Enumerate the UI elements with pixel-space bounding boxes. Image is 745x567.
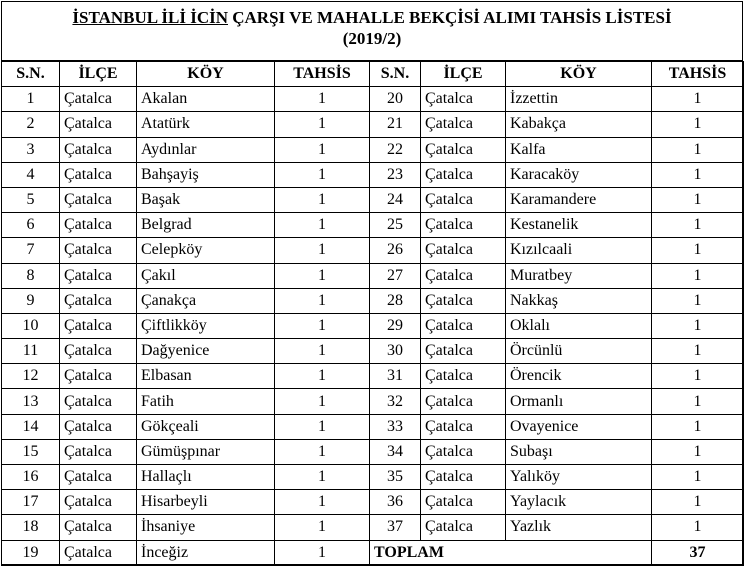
left-ilce-cell: Çatalca xyxy=(60,389,137,414)
left-sn-cell: 6 xyxy=(2,213,60,238)
right-koy-cell: Subaşı xyxy=(506,439,652,464)
left-sn-cell: 4 xyxy=(2,162,60,187)
left-tahsis-cell: 1 xyxy=(275,490,370,515)
left-ilce-cell: Çatalca xyxy=(60,238,137,263)
left-ilce-cell: Çatalca xyxy=(60,263,137,288)
left-koy-cell: Dağyenice xyxy=(137,339,275,364)
header-ilce-left: İLÇE xyxy=(60,62,137,87)
left-tahsis-cell: 1 xyxy=(275,414,370,439)
left-sn-cell: 17 xyxy=(2,490,60,515)
header-ilce-right: İLÇE xyxy=(421,62,506,87)
left-tahsis-cell: 1 xyxy=(275,213,370,238)
right-ilce-cell: Çatalca xyxy=(421,187,506,212)
left-tahsis-cell: 1 xyxy=(275,389,370,414)
allocation-table xyxy=(1,61,744,566)
left-tahsis-cell: 1 xyxy=(275,112,370,137)
right-koy-cell: Oklalı xyxy=(506,313,652,338)
table-row xyxy=(2,213,744,238)
right-tahsis-cell: 1 xyxy=(652,162,744,187)
table-row xyxy=(2,112,744,137)
left-ilce-cell: Çatalca xyxy=(60,490,137,515)
right-sn-cell: 35 xyxy=(370,465,421,490)
right-koy-cell: Yazlık xyxy=(506,515,652,540)
header-koy-left: KÖY xyxy=(137,62,275,87)
right-sn-cell: 21 xyxy=(370,112,421,137)
table-body xyxy=(2,87,744,566)
left-sn-cell: 9 xyxy=(2,288,60,313)
left-koy-cell: Çakıl xyxy=(137,263,275,288)
left-sn-cell: 14 xyxy=(2,414,60,439)
right-tahsis-cell: 1 xyxy=(652,515,744,540)
left-koy-cell: İnceğiz xyxy=(137,540,275,565)
left-koy-cell: Atatürk xyxy=(137,112,275,137)
right-koy-cell: Kalfa xyxy=(506,137,652,162)
right-ilce-cell: Çatalca xyxy=(421,263,506,288)
left-sn-cell: 12 xyxy=(2,364,60,389)
left-sn-cell: 18 xyxy=(2,515,60,540)
left-sn-cell: 1 xyxy=(2,87,60,112)
table-row xyxy=(2,162,744,187)
left-koy-cell: Celepköy xyxy=(137,238,275,263)
right-sn-cell: 22 xyxy=(370,137,421,162)
right-ilce-cell: Çatalca xyxy=(421,288,506,313)
left-sn-cell: 3 xyxy=(2,137,60,162)
left-tahsis-cell: 1 xyxy=(275,187,370,212)
table-row xyxy=(2,439,744,464)
right-tahsis-cell: 1 xyxy=(652,414,744,439)
table-row xyxy=(2,414,744,439)
left-koy-cell: Başak xyxy=(137,187,275,212)
right-ilce-cell: Çatalca xyxy=(421,490,506,515)
left-ilce-cell: Çatalca xyxy=(60,364,137,389)
right-koy-cell: Ovayenice xyxy=(506,414,652,439)
right-ilce-cell: Çatalca xyxy=(421,137,506,162)
right-tahsis-cell: 1 xyxy=(652,137,744,162)
header-sn-right: S.N. xyxy=(370,62,421,87)
left-tahsis-cell: 1 xyxy=(275,364,370,389)
total-value: 37 xyxy=(652,540,744,565)
right-sn-cell: 29 xyxy=(370,313,421,338)
left-koy-cell: Akalan xyxy=(137,87,275,112)
left-tahsis-cell: 1 xyxy=(275,288,370,313)
title-line-1 xyxy=(2,7,742,28)
right-tahsis-cell: 1 xyxy=(652,288,744,313)
right-ilce-cell: Çatalca xyxy=(421,465,506,490)
right-koy-cell: Kızılcaali xyxy=(506,238,652,263)
table-row xyxy=(2,490,744,515)
left-koy-cell: Elbasan xyxy=(137,364,275,389)
left-ilce-cell: Çatalca xyxy=(60,515,137,540)
right-ilce-cell: Çatalca xyxy=(421,87,506,112)
right-koy-cell: Örcünlü xyxy=(506,339,652,364)
left-koy-cell: Çanakça xyxy=(137,288,275,313)
left-tahsis-cell: 1 xyxy=(275,465,370,490)
right-ilce-cell: Çatalca xyxy=(421,112,506,137)
left-koy-cell: Hisarbeyli xyxy=(137,490,275,515)
left-tahsis-cell: 1 xyxy=(275,339,370,364)
right-tahsis-cell: 1 xyxy=(652,187,744,212)
header-row xyxy=(2,62,744,87)
left-sn-cell: 19 xyxy=(2,540,60,565)
left-tahsis-cell: 1 xyxy=(275,540,370,565)
left-koy-cell: Fatih xyxy=(137,389,275,414)
right-sn-cell: 25 xyxy=(370,213,421,238)
table-row xyxy=(2,137,744,162)
left-sn-cell: 15 xyxy=(2,439,60,464)
left-ilce-cell: Çatalca xyxy=(60,162,137,187)
left-sn-cell: 11 xyxy=(2,339,60,364)
right-ilce-cell: Çatalca xyxy=(421,213,506,238)
table-row xyxy=(2,389,744,414)
left-tahsis-cell: 1 xyxy=(275,137,370,162)
left-sn-cell: 5 xyxy=(2,187,60,212)
right-ilce-cell: Çatalca xyxy=(421,364,506,389)
right-sn-cell: 31 xyxy=(370,364,421,389)
right-koy-cell: Karamandere xyxy=(506,187,652,212)
right-sn-cell: 27 xyxy=(370,263,421,288)
right-sn-cell: 34 xyxy=(370,439,421,464)
left-sn-cell: 10 xyxy=(2,313,60,338)
right-koy-cell: Yalıköy xyxy=(506,465,652,490)
left-ilce-cell: Çatalca xyxy=(60,414,137,439)
table-row xyxy=(2,87,744,112)
left-tahsis-cell: 1 xyxy=(275,515,370,540)
table-row xyxy=(2,263,744,288)
table-row xyxy=(2,187,744,212)
right-koy-cell: Yaylacık xyxy=(506,490,652,515)
left-ilce-cell: Çatalca xyxy=(60,313,137,338)
right-tahsis-cell: 1 xyxy=(652,112,744,137)
right-koy-cell: İzzettin xyxy=(506,87,652,112)
left-koy-cell: Aydınlar xyxy=(137,137,275,162)
right-koy-cell: Kestanelik xyxy=(506,213,652,238)
title-line-2: (2019/2) xyxy=(342,29,402,48)
right-ilce-cell: Çatalca xyxy=(421,339,506,364)
left-tahsis-cell: 1 xyxy=(275,439,370,464)
left-sn-cell: 2 xyxy=(2,112,60,137)
left-sn-cell: 13 xyxy=(2,389,60,414)
left-koy-cell: Belgrad xyxy=(137,213,275,238)
right-sn-cell: 26 xyxy=(370,238,421,263)
table-row xyxy=(2,313,744,338)
right-ilce-cell: Çatalca xyxy=(421,162,506,187)
header-tahsis-left: TAHSİS xyxy=(275,62,370,87)
right-koy-cell: Nakkaş xyxy=(506,288,652,313)
right-sn-cell: 30 xyxy=(370,339,421,364)
right-ilce-cell: Çatalca xyxy=(421,439,506,464)
left-ilce-cell: Çatalca xyxy=(60,187,137,212)
left-ilce-cell: Çatalca xyxy=(60,439,137,464)
title-rest-part: ÇARŞI VE MAHALLE BEKÇİSİ ALIMI TAHSİS LİSTESİ xyxy=(228,8,672,27)
right-ilce-cell: Çatalca xyxy=(421,238,506,263)
right-tahsis-cell: 1 xyxy=(652,263,744,288)
table-row xyxy=(2,364,744,389)
left-ilce-cell: Çatalca xyxy=(60,112,137,137)
header-tahsis-right: TAHSİS xyxy=(652,62,744,87)
left-sn-cell: 8 xyxy=(2,263,60,288)
right-sn-cell: 20 xyxy=(370,87,421,112)
right-sn-cell: 23 xyxy=(370,162,421,187)
left-tahsis-cell: 1 xyxy=(275,263,370,288)
right-ilce-cell: Çatalca xyxy=(421,414,506,439)
right-koy-cell: Karacaköy xyxy=(506,162,652,187)
left-sn-cell: 16 xyxy=(2,465,60,490)
right-tahsis-cell: 1 xyxy=(652,213,744,238)
left-ilce-cell: Çatalca xyxy=(60,288,137,313)
table-row xyxy=(2,465,744,490)
allocation-sheet xyxy=(1,1,743,565)
right-koy-cell: Örencik xyxy=(506,364,652,389)
table-row xyxy=(2,288,744,313)
left-koy-cell: İhsaniye xyxy=(137,515,275,540)
right-sn-cell: 33 xyxy=(370,414,421,439)
table-row xyxy=(2,515,744,540)
right-tahsis-cell: 1 xyxy=(652,238,744,263)
right-sn-cell: 37 xyxy=(370,515,421,540)
right-tahsis-cell: 1 xyxy=(652,465,744,490)
right-ilce-cell: Çatalca xyxy=(421,389,506,414)
left-tahsis-cell: 1 xyxy=(275,238,370,263)
right-tahsis-cell: 1 xyxy=(652,389,744,414)
header-sn-left: S.N. xyxy=(2,62,60,87)
right-tahsis-cell: 1 xyxy=(652,364,744,389)
title-underlined-part: İSTANBUL İLİ İCİN xyxy=(72,8,228,27)
left-tahsis-cell: 1 xyxy=(275,162,370,187)
left-koy-cell: Bahşayiş xyxy=(137,162,275,187)
table-row xyxy=(2,540,744,565)
document-title xyxy=(2,2,742,61)
right-tahsis-cell: 1 xyxy=(652,439,744,464)
left-ilce-cell: Çatalca xyxy=(60,540,137,565)
right-ilce-cell: Çatalca xyxy=(421,313,506,338)
left-ilce-cell: Çatalca xyxy=(60,465,137,490)
table-row xyxy=(2,339,744,364)
left-koy-cell: Çiftlikköy xyxy=(137,313,275,338)
right-tahsis-cell: 1 xyxy=(652,490,744,515)
right-koy-cell: Muratbey xyxy=(506,263,652,288)
header-koy-right: KÖY xyxy=(506,62,652,87)
left-koy-cell: Gökçeali xyxy=(137,414,275,439)
right-tahsis-cell: 1 xyxy=(652,339,744,364)
total-label: TOPLAM xyxy=(370,540,652,565)
right-sn-cell: 28 xyxy=(370,288,421,313)
left-koy-cell: Gümüşpınar xyxy=(137,439,275,464)
right-sn-cell: 24 xyxy=(370,187,421,212)
left-ilce-cell: Çatalca xyxy=(60,213,137,238)
left-ilce-cell: Çatalca xyxy=(60,87,137,112)
right-tahsis-cell: 1 xyxy=(652,313,744,338)
right-ilce-cell: Çatalca xyxy=(421,515,506,540)
left-tahsis-cell: 1 xyxy=(275,87,370,112)
table-row xyxy=(2,238,744,263)
left-koy-cell: Hallaçlı xyxy=(137,465,275,490)
right-sn-cell: 36 xyxy=(370,490,421,515)
left-tahsis-cell: 1 xyxy=(275,313,370,338)
right-koy-cell: Ormanlı xyxy=(506,389,652,414)
right-tahsis-cell: 1 xyxy=(652,87,744,112)
left-ilce-cell: Çatalca xyxy=(60,339,137,364)
left-sn-cell: 7 xyxy=(2,238,60,263)
left-ilce-cell: Çatalca xyxy=(60,137,137,162)
right-koy-cell: Kabakça xyxy=(506,112,652,137)
right-sn-cell: 32 xyxy=(370,389,421,414)
